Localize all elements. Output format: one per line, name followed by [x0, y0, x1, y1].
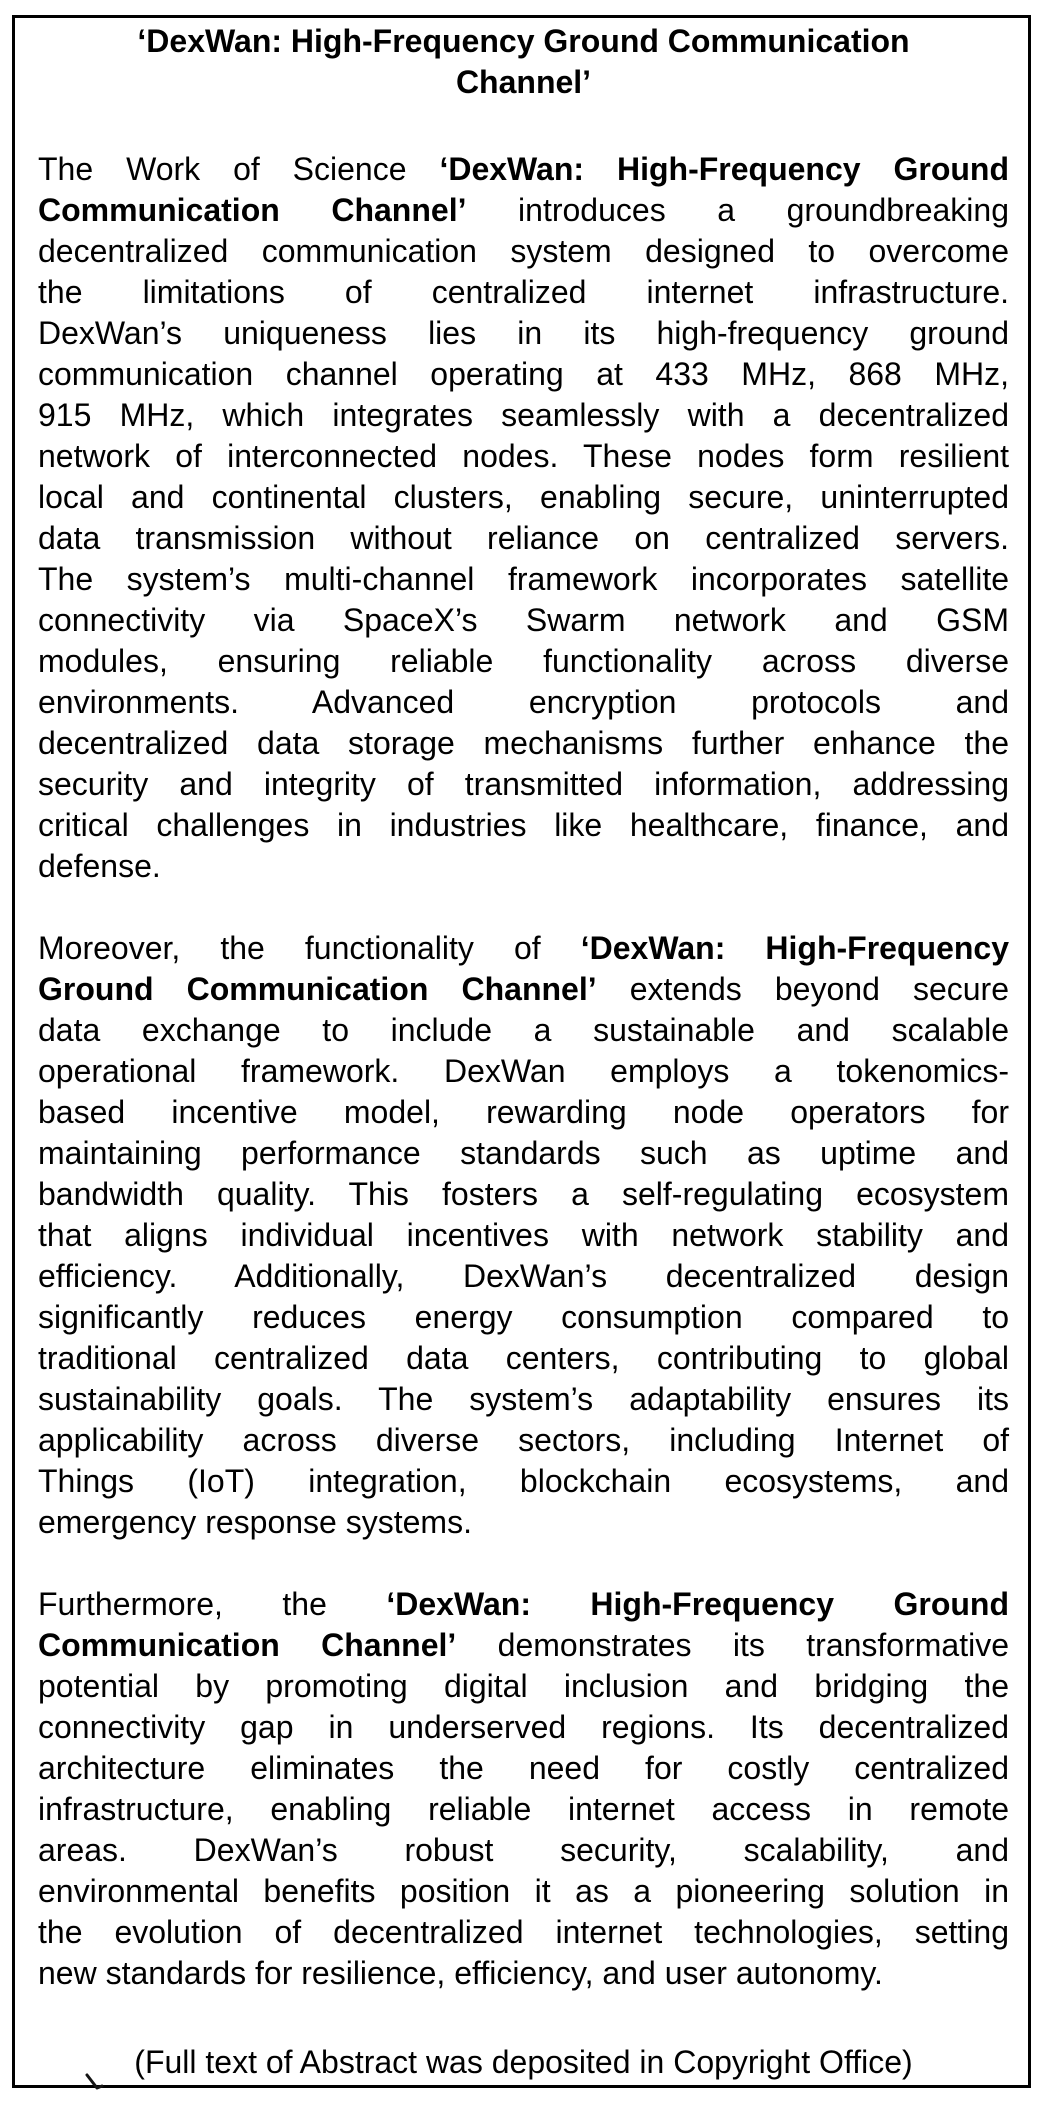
- text-line: [38, 1789, 1009, 1830]
- text-line: [38, 723, 1009, 764]
- text-line: [38, 559, 1009, 600]
- text-segment: Moreover, the functionality of: [38, 930, 581, 966]
- text-segment: new standards for resilience, efficiency, and user autonomy.: [38, 1955, 883, 1991]
- text-segment: the evolution of decentralized internet technologies, setting: [38, 1914, 1009, 1950]
- text-line: [38, 682, 1009, 723]
- text-line: [38, 1707, 1009, 1748]
- text-line: [38, 1584, 1009, 1625]
- text-line: [38, 1256, 1009, 1297]
- text-line: [38, 1953, 1009, 1994]
- text-segment: critical challenges in industries like healthcare, finance, and: [38, 807, 1009, 843]
- text-line: [38, 1666, 1009, 1707]
- text-line: [38, 1133, 1009, 1174]
- abstract-paragraph: [38, 1584, 1009, 1994]
- text-segment: significantly reduces energy consumption compared to: [38, 1299, 1009, 1335]
- title-line: ‘DexWan: High-Frequency Ground Communication: [137, 23, 910, 59]
- text-line: [38, 231, 1009, 272]
- text-line: [38, 1871, 1009, 1912]
- text-line: [38, 1379, 1009, 1420]
- text-segment: decentralized communication system designed to overcome: [38, 233, 1009, 269]
- document-title: [38, 21, 1009, 103]
- abstract-body: [38, 149, 1009, 1994]
- text-line: [38, 477, 1009, 518]
- text-segment: maintaining performance standards such as uptime and: [38, 1135, 1009, 1171]
- text-line: [38, 1215, 1009, 1256]
- text-segment: The system’s multi-channel framework incorporates satellite: [38, 561, 1009, 597]
- text-segment: communication channel operating at 433 MHz, 868 MHz,: [38, 356, 1009, 392]
- text-line: [38, 395, 1009, 436]
- text-line: [38, 1338, 1009, 1379]
- text-line: [38, 149, 1009, 190]
- bold-text-segment: ‘DexWan: High-Frequency Ground: [386, 1586, 1010, 1622]
- text-line: [38, 272, 1009, 313]
- text-line: [38, 969, 1009, 1010]
- text-segment: environmental benefits position it as a pioneering solution in: [38, 1873, 1009, 1909]
- text-line: [38, 1092, 1009, 1133]
- text-line: [38, 518, 1009, 559]
- text-line: [38, 764, 1009, 805]
- text-segment: local and continental clusters, enabling secure, uninterrupted: [38, 479, 1009, 515]
- text-line: [38, 1625, 1009, 1666]
- text-line: [38, 1297, 1009, 1338]
- bold-text-segment: ‘DexWan: High-Frequency: [580, 930, 1010, 966]
- text-segment: defense.: [38, 848, 161, 884]
- text-segment: environments. Advanced encryption protocols and: [38, 684, 1009, 720]
- abstract-paragraph: [38, 149, 1009, 887]
- text-line: [38, 436, 1009, 477]
- text-line: [38, 805, 1009, 846]
- text-line: [38, 1051, 1009, 1092]
- text-line: [38, 1502, 1009, 1543]
- text-segment: efficiency. Additionally, DexWan’s decentralized design: [38, 1258, 1009, 1294]
- text-segment: the limitations of centralized internet infrastructure.: [38, 274, 1009, 310]
- text-segment: security and integrity of transmitted information, addressing: [38, 766, 1009, 802]
- text-segment: network of interconnected nodes. These nodes form resilient: [38, 438, 1009, 474]
- text-segment: decentralized data storage mechanisms further enhance the: [38, 725, 1009, 761]
- text-line: [38, 846, 1009, 887]
- text-segment: DexWan’s uniqueness lies in its high-frequency ground: [38, 315, 1009, 351]
- text-segment: introduces a groundbreaking: [466, 192, 1010, 228]
- document-border-frame: [12, 15, 1031, 2088]
- text-segment: extends beyond secure: [596, 971, 1010, 1007]
- text-segment: Furthermore, the: [38, 1586, 387, 1622]
- text-segment: modules, ensuring reliable functionality across diverse: [38, 643, 1009, 679]
- bold-text-segment: ‘DexWan: High-Frequency Ground: [439, 151, 1009, 187]
- text-line: [38, 641, 1009, 682]
- text-segment: areas. DexWan’s robust security, scalability, and: [38, 1832, 1009, 1868]
- text-segment: connectivity gap in underserved regions. Its decentralized: [38, 1709, 1009, 1745]
- text-line: [38, 190, 1009, 231]
- text-line: [38, 1461, 1009, 1502]
- text-segment: architecture eliminates the need for costly centralized: [38, 1750, 1009, 1786]
- text-line: [38, 1174, 1009, 1215]
- text-segment: bandwidth quality. This fosters a self-regulating ecosystem: [38, 1176, 1009, 1212]
- text-segment: emergency response systems.: [38, 1504, 472, 1540]
- abstract-paragraph: [38, 928, 1009, 1543]
- text-segment: connectivity via SpaceX’s Swarm network and GSM: [38, 602, 1009, 638]
- text-segment: data exchange to include a sustainable and scalable: [38, 1012, 1009, 1048]
- text-segment: Things (IoT) integration, blockchain ecosystems, and: [38, 1463, 1009, 1499]
- text-segment: based incentive model, rewarding node operators for: [38, 1094, 1009, 1130]
- text-segment: operational framework. DexWan employs a tokenomics-: [38, 1053, 1009, 1089]
- text-line: [38, 1912, 1009, 1953]
- text-segment: applicability across diverse sectors, including Internet of: [38, 1422, 1009, 1458]
- bold-text-segment: Communication Channel’: [38, 192, 467, 228]
- text-segment: that aligns individual incentives with network stability and: [38, 1217, 1009, 1253]
- text-segment: data transmission without reliance on centralized servers.: [38, 520, 1009, 556]
- text-line: [38, 1420, 1009, 1461]
- text-segment: demonstrates its transformative: [456, 1627, 1010, 1663]
- pen-stroke-mark-icon: [84, 2073, 106, 2097]
- title-line: Channel’: [455, 64, 592, 100]
- text-segment: 915 MHz, which integrates seamlessly with a decentralized: [38, 397, 1009, 433]
- text-segment: traditional centralized data centers, contributing to global: [38, 1340, 1009, 1376]
- bold-text-segment: Communication Channel’: [38, 1627, 457, 1663]
- footer-note: (Full text of Abstract was deposited in Copyright Office): [134, 2044, 913, 2080]
- bold-text-segment: Ground Communication Channel’: [38, 971, 597, 1007]
- text-line: [38, 1748, 1009, 1789]
- text-segment: sustainability goals. The system’s adaptability ensures its: [38, 1381, 1009, 1417]
- text-line: [38, 600, 1009, 641]
- text-segment: The Work of Science: [38, 151, 440, 187]
- text-line: [38, 928, 1009, 969]
- text-line: [38, 354, 1009, 395]
- text-segment: infrastructure, enabling reliable internet access in remote: [38, 1791, 1009, 1827]
- text-line: [38, 1010, 1009, 1051]
- text-segment: potential by promoting digital inclusion and bridging the: [38, 1668, 1009, 1704]
- text-line: [38, 1830, 1009, 1871]
- text-line: [38, 313, 1009, 354]
